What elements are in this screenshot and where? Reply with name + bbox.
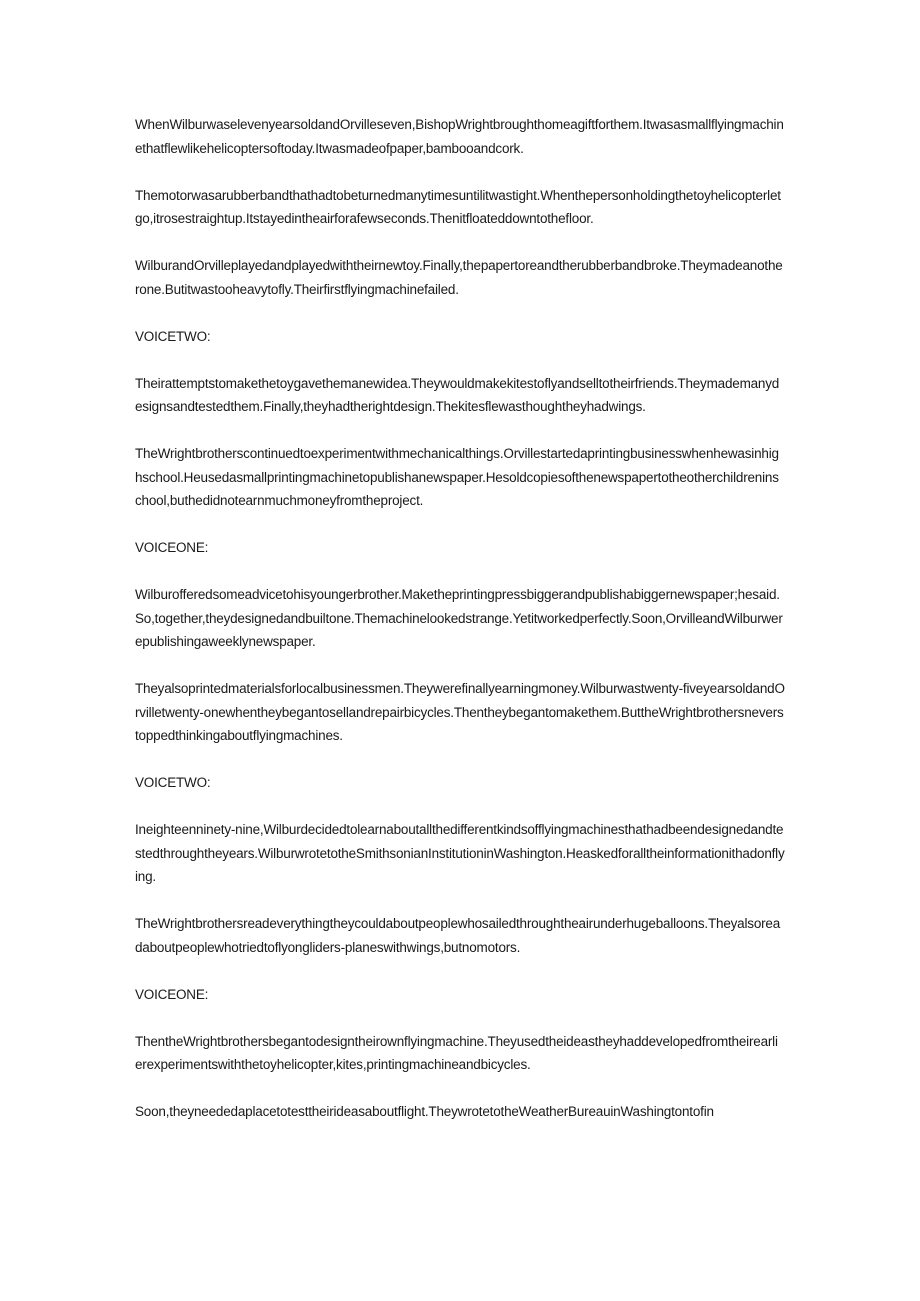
speaker-label: VOICETWO: bbox=[135, 328, 211, 344]
paragraph-weather-bureau: Soon,theyneededaplacetotesttheirideasaboutflight.TheywrotetotheWeatherBureauinWashingtontofin bbox=[135, 1104, 714, 1119]
document-body bbox=[135, 113, 785, 1147]
paragraph-own-design: ThentheWrightbrothersbegantodesigntheirownflyingmachine.Theyusedtheideastheyhaddevelopedfromtheirearlierexperimentswiththetoyhelicopter,kites,printingmachineandbicycles. bbox=[135, 1033, 778, 1072]
paragraph-printing-business: TheWrightbrotherscontinuedtoexperimentwithmechanicalthings.Orvillestartedaprintingbusinesswhenhewasinhighschool.Heusedasmallprintingmachinetopublishanewspaper.Hesoldcopiesofthenewspapertotheotherchildreninschool,buthedidnotearnmuchmoneyfromtheproject. bbox=[135, 446, 779, 508]
speaker-label: VOICEONE: bbox=[135, 986, 209, 1002]
paragraph-smithsonian: Ineighteenninety-nine,Wilburdecidedtolearnaboutallthedifferentkindsofflyingmachinesthathadbeendesignedandtestedthroughtheyears.WilburwrotetotheSmithsonianInstitutioninWashington.Heaskedforalltheinformationithadonflying. bbox=[135, 822, 785, 884]
paragraph-rubber-band-motor: Themotorwasarubberbandthathadtobeturnedmanytimesuntilitwastight.Whenthepersonholdingthetoyhelicopterletgo,itrosestraightup.Itstayedintheairforafewseconds.Thenitfloateddowntothefloor. bbox=[135, 187, 781, 226]
paragraph-bicycles: Theyalsoprintedmaterialsforlocalbusinessmen.Theywerefinallyearningmoney.Wilburwastwenty-fiveyearsoldandOrvilletwenty-onewhentheybegantosellandrepairbicycles.Thentheybegantomakethem.ButtheWrightbrothersneverstoppedthinkingaboutflyingmachines. bbox=[135, 681, 785, 743]
paragraph-kites: Theirattemptstomakethetoygavethemanewidea.Theywouldmakekitestoflyandselltotheirfriends.Theymademanydesignsandtestedthem.Finally,theyhadtherightdesign.Thekitesflewasthoughtheyhadwings. bbox=[135, 375, 780, 414]
speaker-label: VOICETWO: bbox=[135, 775, 211, 790]
paragraph-balloons-gliders: TheWrightbrothersreadeverythingtheycouldaboutpeoplewhosailedthroughtheairunderhugeballoons.Theyalsoreadaboutpeoplewhotriedtoflyongliders-planeswithwings,butnomotors. bbox=[135, 916, 781, 955]
paragraph-printing-press: Wilburofferedsomeadvicetohisyoungerbrother.Maketheprintingpressbiggerandpublishabiggernewspaper;hesaid.So,together,theydesignedandbuiltone.Themachinelookedstrange.Yetitworkedperfectly.Soon,OrvilleandWilburwerepublishingaweeklynewspaper. bbox=[135, 587, 783, 649]
speaker-label: VOICEONE: bbox=[135, 540, 209, 555]
paragraph-first-machine-failed: WilburandOrvilleplayedandplayedwiththeirnewtoy.Finally,thepapertoreandtherubberbandbroke.Theymadeanotherone.Butitwastooheavytofly.Theirfirstflyingmachinefailed. bbox=[135, 258, 783, 297]
paragraph-gift-helicopter: WhenWilburwaselevenyearsoldandOrvilleseven,BishopWrightbroughthomeagiftforthem.Itwasasmallflyingmachinethatflewlikehelicoptersoftoday.Itwasmadeofpaper,bambooandcork. bbox=[135, 117, 784, 156]
